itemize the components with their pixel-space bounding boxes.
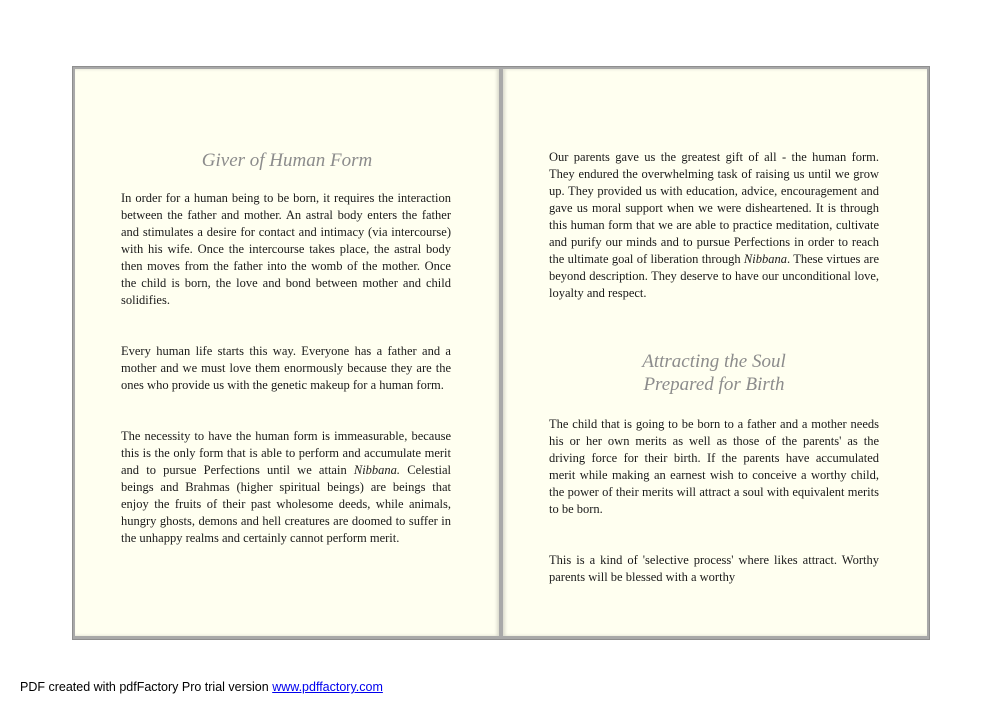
right-paragraph-2: The child that is going to be born to a father and a mother needs his or her own merits as well as those of the parents' as the driving force for their birth. If the parents have accumulated merit while making an earnest wish to conceive a worthy child, the power of their merits will attract a soul with equivalent merits to be born. [549, 417, 879, 516]
right-page [503, 69, 927, 636]
left-paragraph-2: Every human life starts this way. Everyone has a father and a mother and we must love them enormously because they are the ones who provide us with the genetic makeup for a human form. [121, 344, 451, 392]
left-page [75, 69, 499, 636]
footer-text: PDF created with pdfFactory Pro trial version [20, 680, 273, 694]
right-paragraph-3: This is a kind of 'selective process' where likes attract. Worthy parents will be blessed with a worthy [549, 553, 879, 584]
pdf-footer [20, 680, 383, 694]
right-paragraph-1: Our parents gave us the greatest gift of all - the human form. They endured the overwhelming task of raising us until we grow up. They provided us with education, advice, encouragement and gave us moral support when we were disheartened. It is through this human form that we are able to practice meditation, cultivate and purify our minds and to pursue Perfections in order to reach the ultimate goal of liberation through Nibbana. These virtues are beyond description. They deserve to have our unconditional love, loyalty and respect. [549, 150, 879, 300]
right-page-heading: Attracting the Soul Prepared for Birth [642, 351, 786, 395]
left-paragraph-3: The necessity to have the human form is immeasurable, because this is the only form that is able to perform and accumulate merit and to pursue Perfections until we attain Nibbana. Celestial beings and Brahmas (higher spiritual beings) are beings that enjoy the fruits of their past wholesome deeds, while animals, hungry ghosts, demons and hell creatures are doomed to suffer in the unhappy realms and certainly cannot perform merit. [121, 429, 451, 545]
left-paragraph-1: In order for a human being to be born, it requires the interaction between the father and mother. An astral body enters the father and stimulates a desire for contact and intimacy (via intercourse) with his wife. Once the intercourse takes place, the astral body then moves from the father into the womb of the mother. Once the child is born, the love and bond between mother and child solidifies. [121, 191, 451, 307]
pdffactory-link[interactable]: www.pdffactory.com [272, 680, 383, 694]
left-page-heading: Giver of Human Form [201, 150, 373, 171]
book-spread [72, 66, 930, 640]
